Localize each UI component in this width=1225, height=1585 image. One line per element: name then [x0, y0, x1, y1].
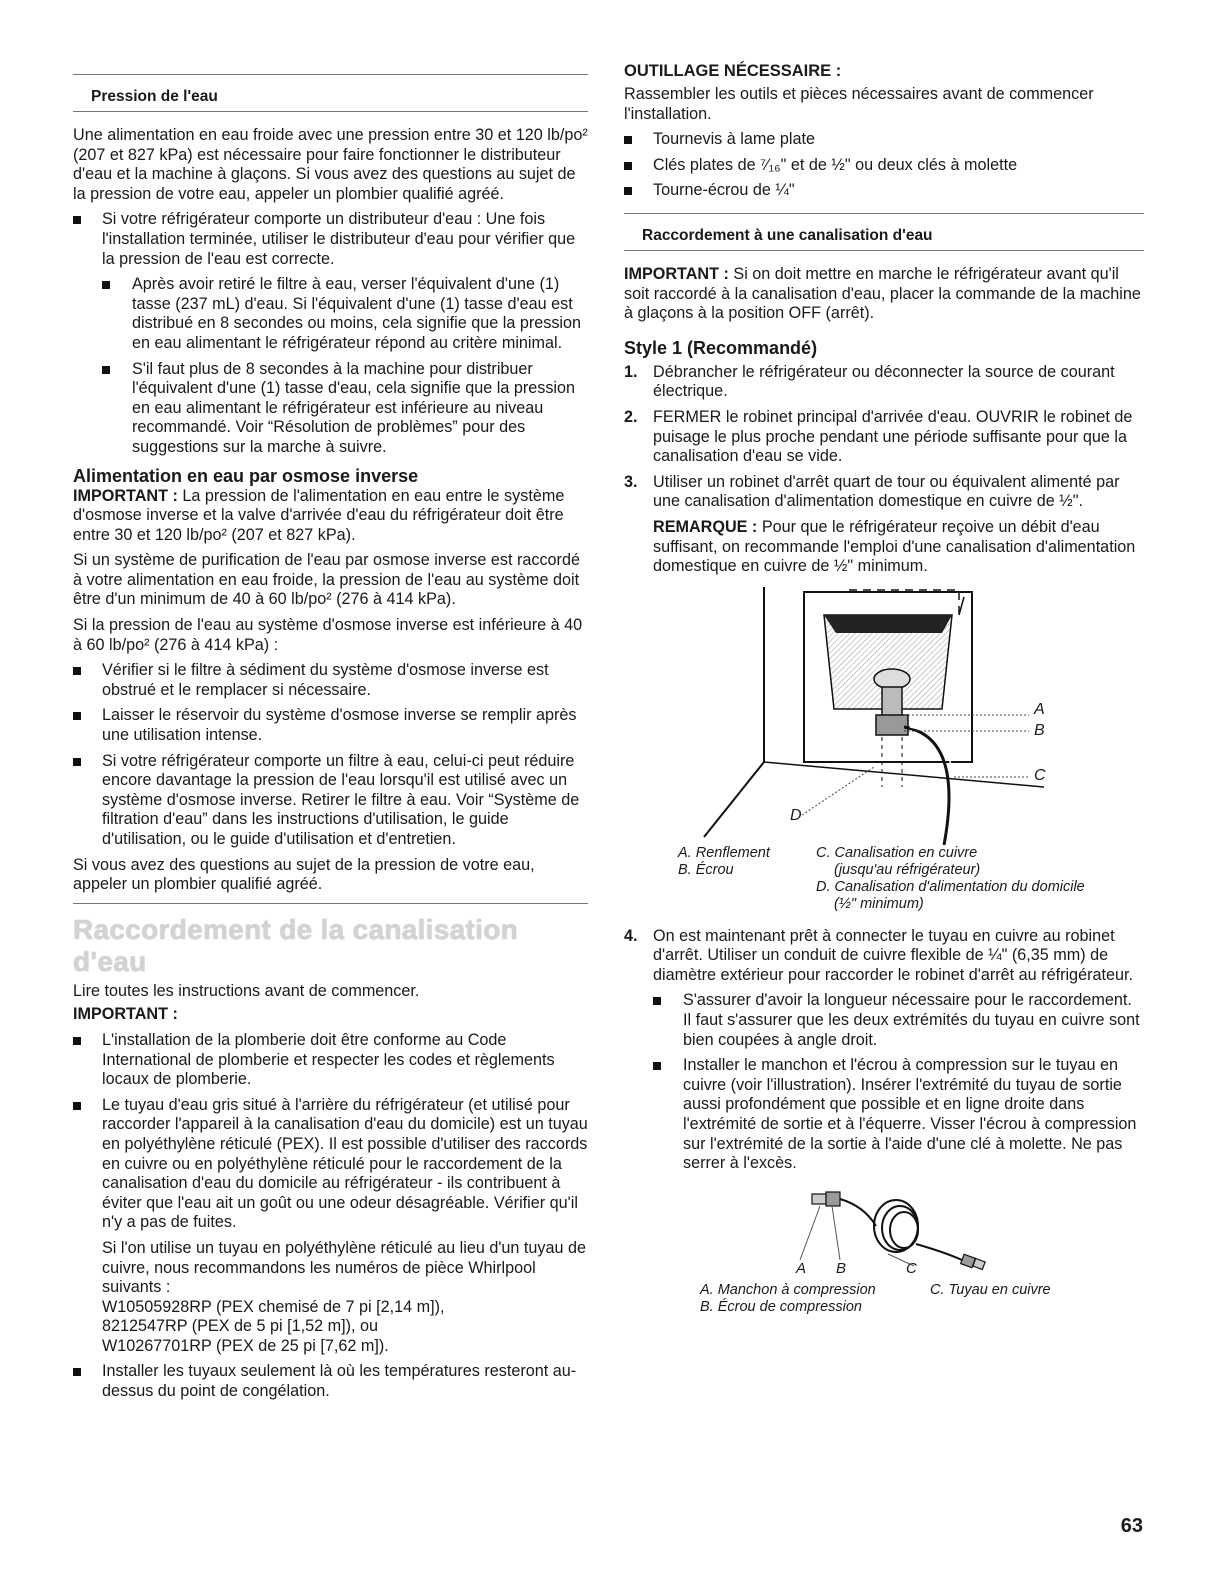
section-bullet: L'installation de la plomberie doit être conforme au Code International de plomberie et respecter les codes et règlements locaux de plomberie.: [73, 1031, 588, 1090]
caption-ecrou: B. Écrou de compression: [700, 1298, 862, 1315]
step-2: 2. FERMER le robinet principal d'arrivée d'eau. OUVRIR le robinet de puisage le plus proche pendant une période suffisante pour que la canalisation d'eau se vide.: [624, 407, 1133, 466]
fig2-captions: [624, 1282, 1144, 1322]
page-number: 63: [1120, 1515, 1143, 1537]
section-bullet: Le tuyau d'eau gris situé à l'arrière du réfrigérateur (et utilisé pour raccorder l'appareil à la canalisation d'eau du domicile) est un tuyau en polyéthylène réticulé (PEX). Il est possible d'utiliser des raccords en cuivre ou en polyéthylène réticulé pour le raccordement de la canalisation d'eau du domicile au réfrigérateur - ils contribuent à éviter que l'eau ait un goût ou une odeur désagréable. Vérifier qu'il n'y a pas de fuites. Si l'on utilise un tuyau en polyéthylène réticulé au lieu d'un tuyau de cuivre, nous recommandons les numéros de pièce Whirlpool suivants : W10505928RP (PEX chemisé de 7 pi [2,14 m]), 8212547RP (PEX de 5 pi [1,52 m]), ou W10267701RP (PEX de 25 pi [7,62 m]).: [73, 1096, 588, 1357]
osmosis-paragraph: Si la pression de l'eau au système d'osmose inverse est inférieure à 40 à 60 lb/po² (276 à 414 kPa) :: [73, 616, 583, 654]
caption-manchon: A. Manchon à compression: [700, 1281, 876, 1298]
part-number: W10505928RP (PEX chemisé de 7 pi [2,14 m]),: [102, 1297, 445, 1316]
connection-important: IMPORTANT : Si on doit mettre en marche le réfrigérateur avant qu'il soit raccordé à la canalisation d'eau, placer la commande de la machine à glaçons à la position OFF (arrêt).: [624, 264, 1141, 323]
remarque: REMARQUE : Pour que le réfrigérateur reçoive un débit d'eau suffisant, on recommande l'emploi d'une canalisation d'alimentation domestique en cuivre de ½" minimum.: [653, 517, 1136, 576]
step-3: 3. Utiliser un robinet d'arrêt quart de tour ou équivalent alimenté par une canalisation d'alimentation domestique en cuivre de ½". REMARQUE : Pour que le réfrigérateur reçoive un débit d'eau suffisant, on recommande l'emploi d'une canalisation d'alimentation domestique en cuivre de ½" minimum.: [624, 473, 1144, 577]
section-intro: Lire toutes les instructions avant de commencer.: [73, 981, 420, 1000]
tool-item: Tournevis à lame plate: [624, 130, 1144, 150]
pressure-sub-bullet: Après avoir retiré le filtre à eau, verser l'équivalent d'une (1) tasse (237 mL) d'eau. Si l'équivalent d'une (1) tasse d'eau est distribué en 8 secondes ou moins, cela signifie que la pression en eau alimentant le réfrigérateur répond au critère minimal.: [102, 275, 588, 353]
section-important: IMPORTANT :: [73, 1005, 178, 1024]
pressure-sub-bullet: S'il faut plus de 8 secondes à la machine pour distribuer l'équivalent d'une (1) tasse d'eau, cela signifie que la pression en eau alimentant le réfrigérateur est inférieure au niveau recommandé. Voir “Résolution de problèmes” pour des suggestions sur la marche à suivre.: [102, 360, 588, 458]
osmosis-bullet: Vérifier si le filtre à sédiment du système d'osmose inverse est obstrué et le remplacer si nécessaire.: [73, 661, 588, 700]
osmosis-paragraph: Si un système de purification de l'eau par osmose inverse est raccordé à votre alimentation en eau froide, la pression de l'eau au système doit être d'un minimum de 40 à 60 lb/po² (276 à 414 kPa).: [73, 551, 580, 609]
copper-tube-figure: [624, 1186, 1144, 1276]
style-title: Style 1 (Recommandé): [624, 337, 818, 358]
caption-d-detail: (½" minimum): [834, 895, 924, 912]
left-column: [73, 62, 588, 1402]
section-title: Raccordement de la canalisation d'eau: [73, 913, 519, 977]
pressure-header: [73, 74, 588, 112]
shutoff-valve-illustration: [624, 587, 1144, 845]
step4-bullet: S'assurer d'avoir la longueur nécessaire pour le raccordement. Il faut s'assurer que les deux extrémités du tuyau en cuivre sont bien coupées à angle droit.: [653, 991, 1144, 1050]
tools-intro: Rassembler les outils et pièces nécessaires avant de commencer l'installation.: [624, 85, 1094, 123]
osmosis-bullet: Si votre réfrigérateur comporte un filtre à eau, celui-ci peut réduire encore davantage la pression de l'eau lorsqu'il est utilisé avec un système d'osmose inverse. Retirer le filtre à eau. Voir “Système de filtration d'eau” dans les instructions d'utilisation, le guide d'utilisation, ou le guide d'utilisation et d'entretien.: [73, 752, 588, 850]
step4-bullet: Installer le manchon et l'écrou à compression sur le tuyau en cuivre (voir l'illustration). Insérer l'extrémité du tuyau de sortie aussi profondément que possible et en ligne droite dans l'extrémité de sortie et à l'équerre. Visser l'écrou à compression sur l'extrémité de la sortie à l'aide d'une clé à molette. Ne pas serrer à l'excès.: [653, 1056, 1144, 1174]
step-1: 1. Débrancher le réfrigérateur ou déconnecter la source de courant électrique.: [624, 362, 1115, 401]
osmosis-title: Alimentation en eau par osmose inverse: [73, 465, 419, 486]
fig1-label-b: B: [1034, 721, 1045, 739]
step-4: 4. On est maintenant prêt à connecter le tuyau en cuivre au robinet d'arrêt. Utiliser un conduit de cuivre flexible de ¼" (6,35 mm) de diamètre extérieur pour raccorder le robinet d'arrêt au réfrigérateur.: [624, 926, 1133, 984]
pressure-intro: Une alimentation en eau froide avec une pression entre 30 et 120 lb/po² (207 et 827 kPa) est nécessaire pour faire fonctionner le distributeur d'eau et la machine à glaçons. Si vous avez des questions au sujet de la pression de votre eau, appeler un plombier qualifié agréé.: [73, 126, 588, 203]
fig1-label-a: A: [1034, 700, 1045, 718]
fig2-label-b: B: [836, 1259, 847, 1277]
pressure-title: Pression de l'eau: [91, 88, 218, 105]
caption-b: B. Écrou: [678, 861, 734, 878]
osmosis-closing: Si vous avez des questions au sujet de la pression de votre eau, appeler un plombier qualifié agréé.: [73, 855, 535, 894]
part-number: 8212547RP (PEX de 5 pi [1,52 m]), ou: [102, 1317, 378, 1336]
fig1-label-c: C: [1034, 766, 1046, 784]
tool-item: Tourne-écrou de ¼": [624, 181, 1144, 201]
section-bullet: Installer les tuyaux seulement là où les températures resteront au-dessus du point de congélation.: [73, 1362, 588, 1401]
osmosis-important: IMPORTANT : La pression de l'alimentation en eau entre le système d'osmose inverse et la valve d'arrivée d'eau du réfrigérateur doit être entre 30 et 120 lb/po² (207 et 827 kPa).: [73, 486, 565, 544]
caption-c-detail: (jusqu'au réfrigérateur): [834, 861, 981, 878]
osmosis-bullet: Laisser le réservoir du système d'osmose inverse se remplir après une utilisation intense.: [73, 706, 588, 745]
caption-d: D. Canalisation d'alimentation du domicile: [816, 878, 1085, 895]
right-column: [624, 62, 1144, 1322]
caption-tuyau: C. Tuyau en cuivre: [930, 1281, 1051, 1298]
fig2-label-a: A: [796, 1259, 807, 1277]
tools-title: OUTILLAGE NÉCESSAIRE :: [624, 62, 842, 80]
part-number: W10267701RP (PEX de 25 pi [7,62 m]).: [102, 1336, 389, 1355]
connection-title: Raccordement à une canalisation d'eau: [642, 226, 933, 244]
caption-c: C. Canalisation en cuivre: [816, 844, 978, 861]
fig1-label-d: D: [790, 806, 802, 824]
shutoff-valve-figure: [624, 587, 1144, 845]
tool-item: Clés plates de ⁷⁄₁₆" et de ½" ou deux clés à molette: [624, 156, 1144, 176]
fig1-captions: [624, 845, 1144, 915]
caption-a: A. Renflement: [678, 844, 770, 861]
section-divider: [73, 903, 588, 904]
copper-tube-illustration: [624, 1186, 1144, 1276]
connection-header: [624, 213, 1144, 251]
pressure-bullet: Si votre réfrigérateur comporte un distributeur d'eau : Une fois l'installation terminée, utiliser le distributeur d'eau pour vérifier que la pression de l'eau est correcte.: [73, 210, 588, 269]
fig2-label-c: C: [906, 1259, 917, 1277]
